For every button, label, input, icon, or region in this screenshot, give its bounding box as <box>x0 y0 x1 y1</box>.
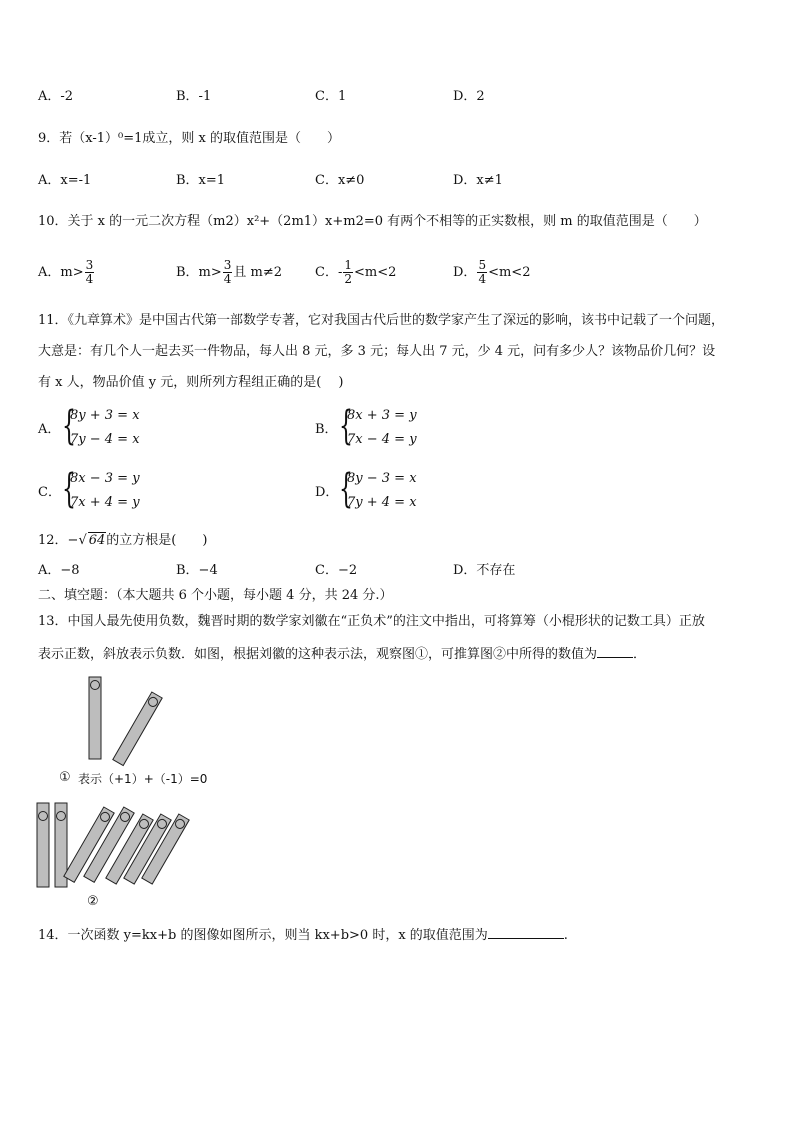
q14-end: . <box>563 928 568 943</box>
figure-1-caption: 表示（+1）+（-1）=0 <box>78 772 208 786</box>
q8-option-d: D．2 <box>453 89 485 104</box>
q10-option-b <box>176 256 282 290</box>
q9-option-b: B．x=1 <box>176 173 226 188</box>
q9-option-a: A．x=-1 <box>38 173 92 188</box>
figure-2-rods <box>34 800 214 895</box>
q11-c-eq1: 8x − 3 = y <box>70 471 140 486</box>
q11-option-a-system <box>62 404 202 452</box>
q10-c-suffix: <m<2 <box>353 265 397 280</box>
q12-radicand: 64 <box>88 533 106 548</box>
q12-option-a: A．−8 <box>38 563 80 578</box>
q9-option-d: D．x≠1 <box>453 173 503 188</box>
q11-option-a-label: A． <box>38 422 61 437</box>
q11-b-eq1: 8x + 3 = y <box>347 408 417 423</box>
q11-option-c-system <box>62 467 202 515</box>
q8-option-c: C．1 <box>315 89 347 104</box>
q10-d-denominator: 4 <box>478 272 487 286</box>
q10-b-suffix: 且 m≠2 <box>233 265 283 280</box>
q11-d-brace: { <box>339 466 353 512</box>
q13-figure-2 <box>34 800 214 895</box>
q13-line-2-text: 表示正数，斜放表示负数．如图，根据刘徽的这种表示法，观察图①，可推算图②中所得的数值为 <box>38 647 598 662</box>
slanted-rod <box>113 692 162 766</box>
sqrt-sign-icon: √ <box>78 533 87 548</box>
q10-c-numerator: 1 <box>344 258 352 272</box>
q11-a-brace: { <box>62 403 76 449</box>
q10-option-a <box>38 256 95 290</box>
q10-b-denominator: 4 <box>223 272 232 286</box>
q12-suffix: 的立方根是( ) <box>106 533 208 548</box>
q13-answer-blank[interactable] <box>597 657 633 658</box>
q11-c-brace: { <box>62 466 76 512</box>
q12-stem <box>38 532 207 549</box>
q10-a-prefix: A．m> <box>38 265 84 280</box>
q13-line-1: 13．中国人最先使用负数，魏晋时期的数学家刘徽在“正负术”的注文中指出，可将算筹（小棍形状的记数工具）正放 <box>38 614 705 629</box>
q11-option-b-system <box>339 404 479 452</box>
q11-option-d-system <box>339 467 479 515</box>
q10-c-denominator: 2 <box>344 272 352 286</box>
section-2-heading: 二、填空题：（本大题共 6 个小题，每小题 4 分，共 24 分.） <box>38 588 393 603</box>
q10-a-numerator: 3 <box>85 258 94 272</box>
q11-option-d-label: D． <box>315 485 339 500</box>
q11-option-c-label: C． <box>38 485 61 500</box>
q11-line-2: 大意是：有几个人一起去买一件物品，每人出 8 元，多 3 元；每人出 7 元，少 4 元，问有多少人？该物品价几何？设 <box>38 344 716 359</box>
q10-b-fraction <box>223 259 233 286</box>
q13-line-2 <box>38 647 646 663</box>
q9-option-c: C．x≠0 <box>315 173 365 188</box>
q11-a-eq1: 8y + 3 = x <box>70 408 140 423</box>
q11-a-eq2: 7y − 4 = x <box>70 432 140 447</box>
q12-option-c: C．−2 <box>315 563 358 578</box>
q12-option-b: B．−4 <box>176 563 218 578</box>
q14-text: 14．一次函数 y=kx+b 的图像如图所示，则当 kx+b>0 时，x 的取值范围为 <box>38 928 488 943</box>
q10-stem: 10．关于 x 的一元二次方程（m2）x²+（2m1）x+m2=0 有两个不相等的正实数根，则 m 的取值范围是（ ） <box>38 214 707 229</box>
q10-b-prefix: B．m> <box>176 265 222 280</box>
figure-2-label: ② <box>87 894 99 909</box>
q10-d-numerator: 5 <box>478 258 487 272</box>
q10-d-prefix: D． <box>453 265 477 280</box>
q10-c-prefix: C．- <box>315 265 343 280</box>
q11-b-brace: { <box>339 403 353 449</box>
q10-c-fraction <box>343 259 353 286</box>
q10-a-fraction <box>85 259 95 286</box>
q11-option-b-label: B． <box>315 422 338 437</box>
q10-option-c <box>315 256 396 290</box>
q10-b-numerator: 3 <box>223 258 232 272</box>
q10-a-denominator: 4 <box>85 272 94 286</box>
q9-stem: 9．若（x-1）⁰=1成立，则 x 的取值范围是（ ） <box>38 131 341 146</box>
q13-line-2-end: ． <box>633 647 647 662</box>
q10-d-fraction <box>477 259 487 286</box>
q11-line-1: 11．《九章算术》是中国古代第一部数学专著，它对我国古代后世的数学家产生了深远的影响，该书中记载了一个问题， <box>38 313 725 328</box>
q10-d-suffix: <m<2 <box>488 265 531 280</box>
q12-option-d: D．不存在 <box>453 563 516 578</box>
q14-answer-blank[interactable] <box>488 938 564 939</box>
q11-d-eq1: 8y − 3 = x <box>347 471 417 486</box>
figure-1-label: ① <box>59 770 71 785</box>
q11-c-eq2: 7x + 4 = y <box>70 495 140 510</box>
q11-d-eq2: 7y + 4 = x <box>347 495 417 510</box>
q14-stem <box>38 928 568 944</box>
q11-b-eq2: 7x − 4 = y <box>347 432 417 447</box>
q11-line-3: 有 x 人，物品价值 y 元，则所列方程组正确的是( ) <box>38 375 344 390</box>
q8-option-a: A．-2 <box>38 89 74 104</box>
q8-option-b: B．-1 <box>176 89 212 104</box>
q12-prefix: 12．− <box>38 533 79 548</box>
q10-option-d <box>453 256 530 290</box>
